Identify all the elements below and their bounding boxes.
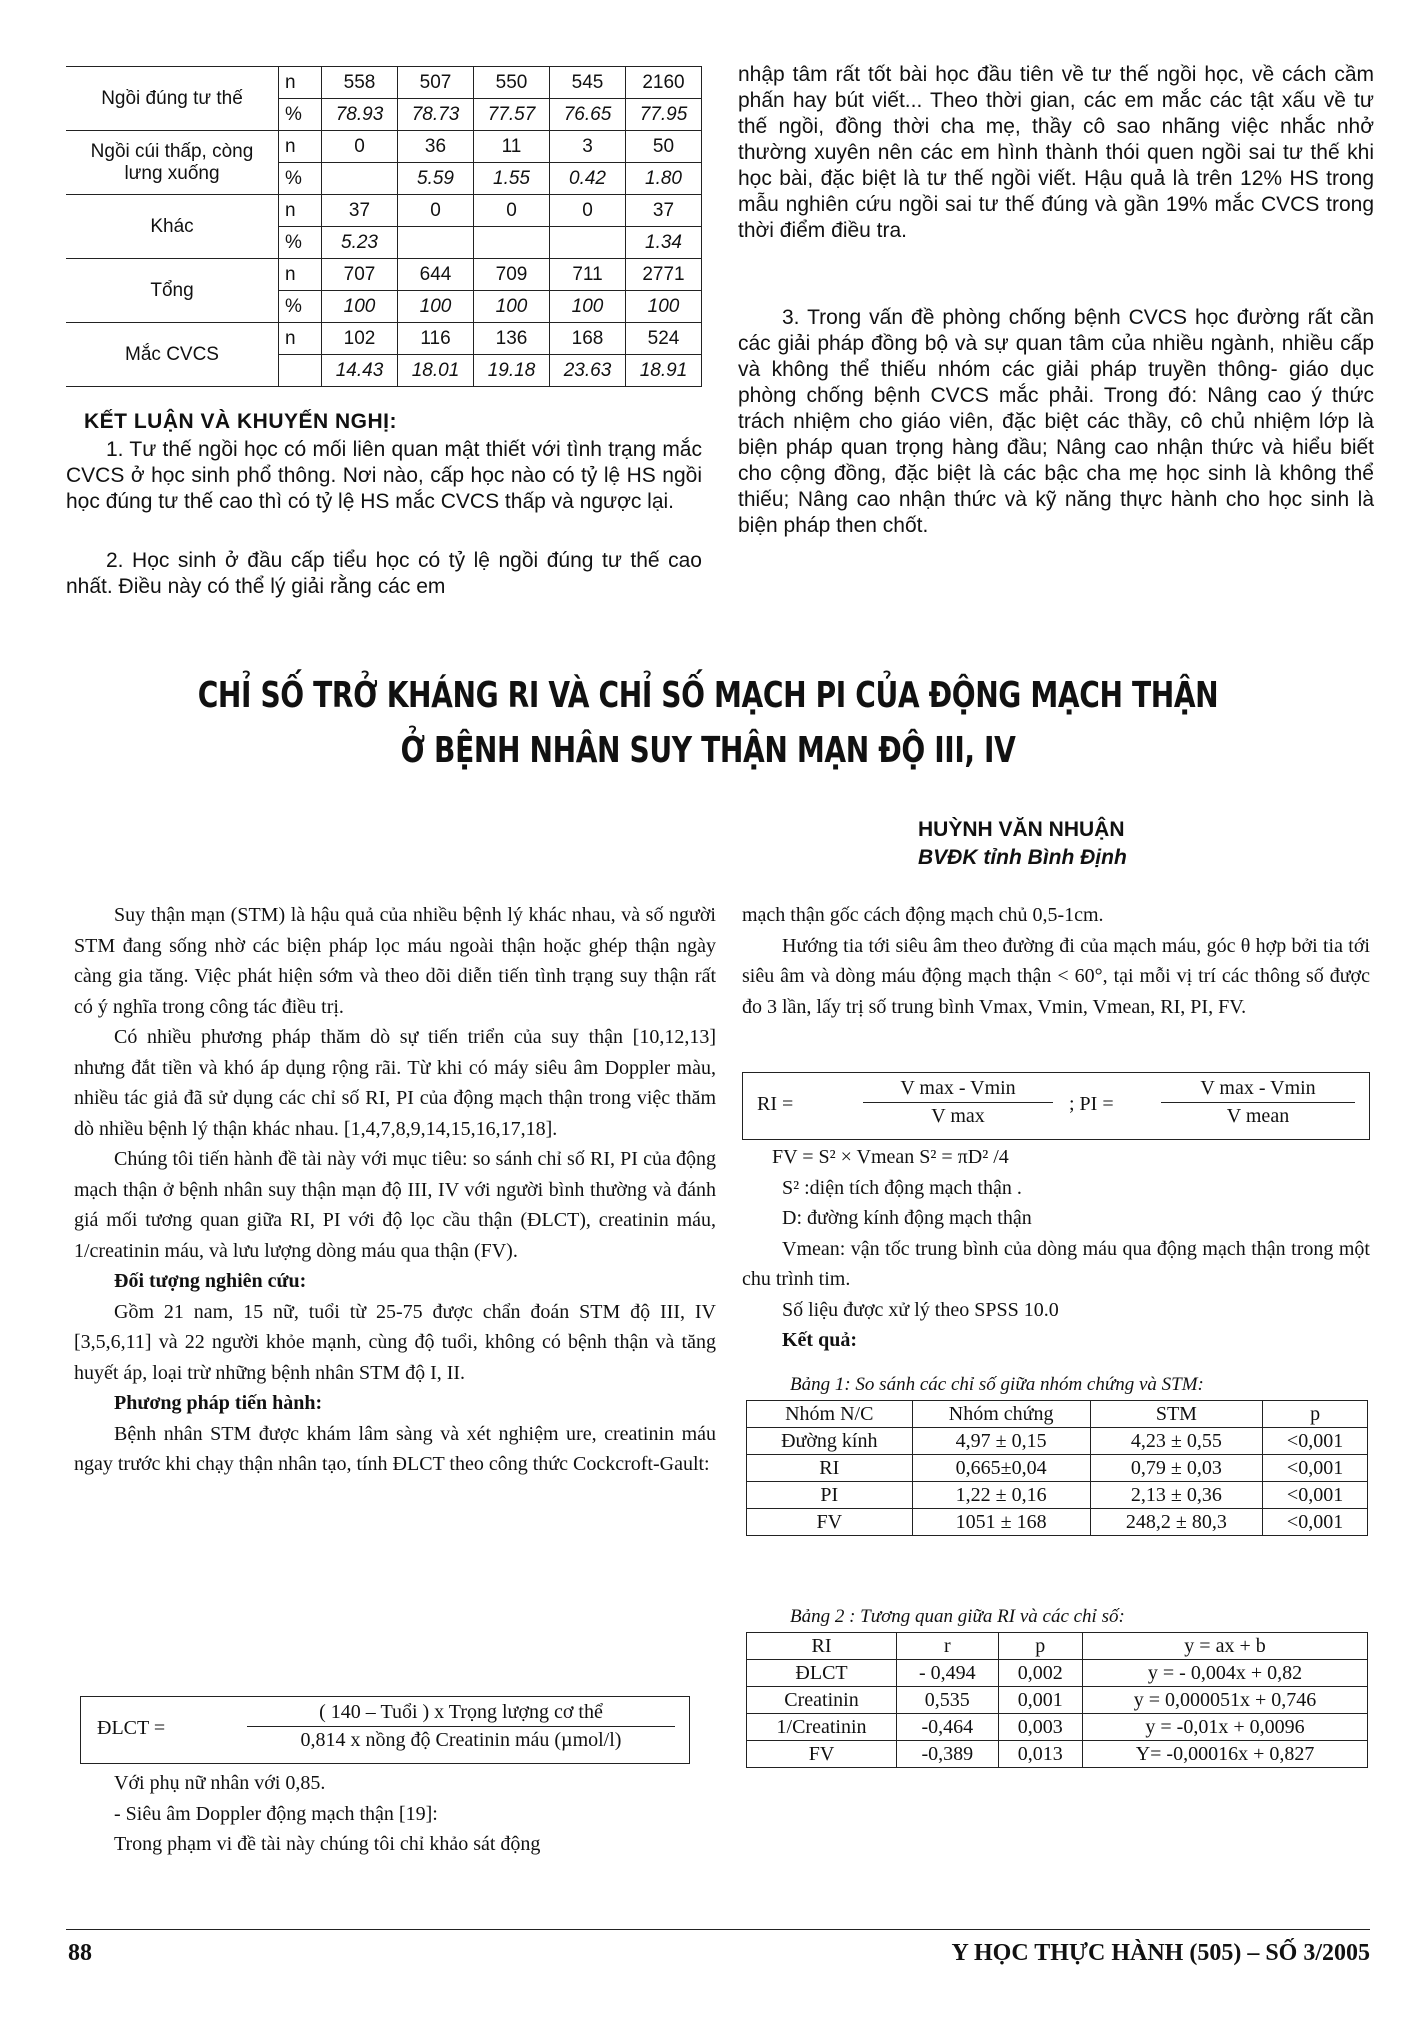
survey-cell-n: 0 bbox=[550, 195, 626, 227]
table1-cell: 0,665±0,04 bbox=[912, 1455, 1090, 1482]
page-number: 88 bbox=[68, 1940, 92, 1966]
survey-cell-n: 709 bbox=[474, 259, 550, 291]
table2-header: RI bbox=[747, 1633, 897, 1660]
table1-cell: <0,001 bbox=[1263, 1428, 1368, 1455]
survey-unit-pct: % bbox=[279, 99, 322, 131]
conclusion-point-2-continued: nhập tâm rất tốt bài học đầu tiên về tư thế ngồi học, về cách cầm phấn hay bút viết... Theo thời gian, các em mắc các tật xấu về tư thế ngồi, đồng thời cha mẹ, thầy cô sao nhãng việc nhắc nhở thường xuyên nên các em hình thành thói quen ngồi sai tư thế khi học bài, đặc biệt là tư thế ngồi viết. Hậu quả là trên 12% HS trong mẫu nghiên cứu ngồi sai tư thế đúng và gần 19% mắc CVCS trong thời điểm điều tra. bbox=[738, 63, 1374, 242]
table1-header: Nhóm N/C bbox=[747, 1401, 913, 1428]
table1-row bbox=[747, 1428, 1368, 1455]
survey-cell-n: 37 bbox=[322, 195, 398, 227]
survey-row bbox=[66, 195, 702, 227]
survey-cell-n: 2160 bbox=[626, 67, 702, 99]
survey-cell-n: 116 bbox=[398, 323, 474, 355]
survey-cell-pct: 100 bbox=[322, 291, 398, 323]
table1-cell: 4,97 ± 0,15 bbox=[912, 1428, 1090, 1455]
survey-cell-pct bbox=[398, 227, 474, 259]
survey-cell-pct: 5.23 bbox=[322, 227, 398, 259]
survey-cell-pct bbox=[322, 163, 398, 195]
survey-cell-n: 545 bbox=[550, 67, 626, 99]
table1-cell: Đường kính bbox=[747, 1428, 913, 1455]
survey-unit-pct: % bbox=[279, 163, 322, 195]
survey-row-label: Ngồi cúi thấp, còng lưng xuống bbox=[66, 131, 279, 195]
dlct-numerator: ( 140 – Tuổi ) x Trọng lượng cơ thể bbox=[247, 1701, 675, 1727]
survey-cell-pct: 18.01 bbox=[398, 355, 474, 387]
beam-paragraph: Hướng tia tới siêu âm theo đường đi của mạch máu, góc θ hợp bởi tia tới siêu âm và dòng máu động mạch thận < 60°, tại mỗi vị trí các thông số được đo 3 lần, lấy trị số trung bình Vmax, Vmin, Vmean, RI, PI, FV. bbox=[742, 934, 1370, 1018]
survey-cell-pct: 1.55 bbox=[474, 163, 550, 195]
survey-unit-n: n bbox=[279, 67, 322, 99]
doppler-heading: - Siêu âm Doppler động mạch thận [19]: bbox=[114, 1802, 438, 1825]
survey-cell-pct: 77.95 bbox=[626, 99, 702, 131]
author-name: HUỲNH VĂN NHUẬN bbox=[918, 818, 1125, 841]
table1-cell: PI bbox=[747, 1482, 913, 1509]
pi-numerator: V max - Vmin bbox=[1161, 1077, 1355, 1103]
results-heading: Kết quả: bbox=[782, 1329, 857, 1351]
table2-cell: ĐLCT bbox=[747, 1660, 897, 1687]
subjects-paragraph: Gồm 21 nam, 15 nữ, tuổi từ 25-75 được chẩn đoán STM độ III, IV [3,5,6,11] và 22 người khỏe mạnh, cùng độ tuổi, không có bệnh thận và tăng huyết áp, loại trừ những bệnh nhân STM độ I, II. bbox=[74, 1300, 716, 1384]
left-column bbox=[74, 900, 716, 1480]
table1-cell: 4,23 ± 0,55 bbox=[1090, 1428, 1262, 1455]
survey-row bbox=[66, 259, 702, 291]
table2-cell: 0,013 bbox=[998, 1741, 1083, 1768]
table2-row bbox=[747, 1687, 1368, 1714]
survey-cell-pct: 5.59 bbox=[398, 163, 474, 195]
table2-cell: 0,535 bbox=[897, 1687, 999, 1714]
table2-header: p bbox=[998, 1633, 1083, 1660]
survey-cell-pct: 78.73 bbox=[398, 99, 474, 131]
method-paragraph: Bệnh nhân STM được khám lâm sàng và xét nghiệm ure, creatinin máu ngay trước khi chạy thận nhân tạo, tính ĐLCT theo công thức Cockcroft-Gault: bbox=[74, 1422, 716, 1475]
s2-definition: S² :diện tích động mạch thận . bbox=[782, 1176, 1022, 1199]
conclusion-point-2: 2. Học sinh ở đầu cấp tiểu học có tỷ lệ ngồi đúng tư thế cao nhất. Điều này có thể lý giải rằng các em bbox=[66, 549, 702, 598]
table2-caption: Bảng 2 : Tương quan giữa RI và các chỉ số: bbox=[790, 1606, 1125, 1627]
ri-numerator: V max - Vmin bbox=[863, 1077, 1053, 1103]
survey-row bbox=[66, 67, 702, 99]
survey-cell-n: 36 bbox=[398, 131, 474, 163]
table2-cell: FV bbox=[747, 1741, 897, 1768]
subjects-heading: Đối tượng nghiên cứu: bbox=[114, 1270, 307, 1292]
survey-table bbox=[66, 66, 702, 387]
survey-cell-pct: 19.18 bbox=[474, 355, 550, 387]
ri-denominator: V max bbox=[931, 1105, 985, 1127]
intro-paragraph-1: Suy thận mạn (STM) là hậu quả của nhiều bệnh lý khác nhau, và số người STM đang sống nhờ các biện pháp lọc máu ngoài thận hoặc ghép thận ngày càng gia tăng. Việc phát hiện sớm và theo dõi diễn tiến tình trạng suy thận rất có ý nghĩa trong công tác điều trị. bbox=[74, 904, 716, 1018]
article-title-line-1: CHỈ SỐ TRỞ KHÁNG RI VÀ CHỈ SỐ MẠCH PI CỦA ĐỘNG MẠCH THẬN bbox=[197, 675, 1219, 716]
dlct-denominator: 0,814 x nồng độ Creatinin máu (µmol/l) bbox=[300, 1729, 622, 1751]
table1-cell: <0,001 bbox=[1263, 1482, 1368, 1509]
survey-cell-n: 102 bbox=[322, 323, 398, 355]
table2-header: r bbox=[897, 1633, 999, 1660]
survey-cell-n: 524 bbox=[626, 323, 702, 355]
survey-cell-n: 11 bbox=[474, 131, 550, 163]
table2-cell: y = -0,01x + 0,0096 bbox=[1083, 1714, 1368, 1741]
survey-cell-n: 711 bbox=[550, 259, 626, 291]
table2-cell: 0,001 bbox=[998, 1687, 1083, 1714]
survey-row-label: Khác bbox=[66, 195, 279, 259]
ri-fraction bbox=[863, 1077, 1053, 1128]
table2-cell: 0,002 bbox=[998, 1660, 1083, 1687]
table1-row bbox=[747, 1509, 1368, 1536]
survey-unit-pct: % bbox=[279, 291, 322, 323]
survey-cell-n: 50 bbox=[626, 131, 702, 163]
survey-row-label: Ngồi đúng tư thế bbox=[66, 67, 279, 131]
table1-cell: 2,13 ± 0,36 bbox=[1090, 1482, 1262, 1509]
survey-unit-pct: % bbox=[279, 227, 322, 259]
table1-cell: FV bbox=[747, 1509, 913, 1536]
table1-cell: RI bbox=[747, 1455, 913, 1482]
survey-cell-n: 136 bbox=[474, 323, 550, 355]
table1-cell: 1051 ± 168 bbox=[912, 1509, 1090, 1536]
conclusion-point-3: 3. Trong vấn đề phòng chống bệnh CVCS học đường rất cần các giải pháp đồng bộ và sự quan tâm của nhiều ngành, nhiều cấp và không thể thiếu nhóm các giải pháp truyền thông- giáo dục phòng chống bệnh CVCS mắc phải. Trong đó: Nâng cao ý thức trách nhiệm cho giáo viên, đặc biệt các thầy, cô chủ nhiệm lớp là biện pháp quan trọng hàng đầu; Nâng cao nhận thức và hiểu biết cho cộng đồng, đặc biệt là các bậc cha mẹ học sinh là không thể thiếu; Nâng cao nhận thức và kỹ năng thực hành cho học sinh là biện pháp then chốt. bbox=[738, 306, 1374, 537]
left-column-tail bbox=[74, 1768, 716, 1860]
table1-cell: <0,001 bbox=[1263, 1455, 1368, 1482]
survey-cell-n: 37 bbox=[626, 195, 702, 227]
table1-header: Nhóm chứng bbox=[912, 1401, 1090, 1428]
intro-paragraph-2: Có nhiều phương pháp thăm dò sự tiến triển của suy thận [10,12,13] nhưng đắt tiền và khó áp dụng rộng rãi. Từ khi có máy siêu âm Doppler màu, nhiều tác giả đã sử dụng các chỉ số RI, PI của động mạch thận trong việc thăm dò nhiều bệnh lý thận khác nhau. [1,4,7,8,9,14,15,16,17,18]. bbox=[74, 1026, 716, 1140]
footer-rule bbox=[66, 1929, 1370, 1930]
survey-row-label: Tổng bbox=[66, 259, 279, 323]
survey-cell-n: 2771 bbox=[626, 259, 702, 291]
survey-cell-n: 558 bbox=[322, 67, 398, 99]
survey-cell-pct: 1.34 bbox=[626, 227, 702, 259]
survey-cell-pct: 100 bbox=[550, 291, 626, 323]
survey-cell-n: 0 bbox=[322, 131, 398, 163]
survey-cell-pct: 23.63 bbox=[550, 355, 626, 387]
table1-cell: <0,001 bbox=[1263, 1509, 1368, 1536]
right-column bbox=[742, 900, 1370, 1022]
pi-denominator: V mean bbox=[1226, 1105, 1290, 1127]
table2-correlation bbox=[746, 1632, 1368, 1768]
conclusion-point-1: 1. Tư thế ngồi học có mối liên quan mật thiết với tình trạng mắc CVCS ở học sinh phổ thông. Nơi nào, cấp học nào có tỷ lệ HS ngồi học đúng tư thế cao thì có tỷ lệ HS mắc CVCS thấp và ngược lại. bbox=[66, 438, 702, 513]
table2-cell: -0,389 bbox=[897, 1741, 999, 1768]
survey-row bbox=[66, 323, 702, 355]
table2-cell: Creatinin bbox=[747, 1687, 897, 1714]
survey-unit-n: n bbox=[279, 259, 322, 291]
table1-comparison bbox=[746, 1400, 1368, 1536]
survey-cell-n: 3 bbox=[550, 131, 626, 163]
survey-cell-pct: 1.80 bbox=[626, 163, 702, 195]
survey-unit-n: n bbox=[279, 323, 322, 355]
survey-cell-pct: 100 bbox=[626, 291, 702, 323]
table2-cell: Y= -0,00016x + 0,827 bbox=[1083, 1741, 1368, 1768]
scope-paragraph: Trong phạm vi đề tài này chúng tôi chỉ khảo sát động bbox=[114, 1833, 541, 1855]
spss-note: Số liệu được xử lý theo SPSS 10.0 bbox=[782, 1298, 1059, 1321]
survey-unit-n: n bbox=[279, 195, 322, 227]
survey-cell-n: 707 bbox=[322, 259, 398, 291]
survey-cell-pct bbox=[550, 227, 626, 259]
scope-continued: mạch thận gốc cách động mạch chủ 0,5-1cm. bbox=[742, 904, 1104, 926]
table2-cell: 1/Creatinin bbox=[747, 1714, 897, 1741]
survey-cell-pct: 77.57 bbox=[474, 99, 550, 131]
table2-row bbox=[747, 1714, 1368, 1741]
intro-paragraph-3: Chúng tôi tiến hành đề tài này với mục tiêu: so sánh chỉ số RI, PI của động mạch thận ở bệnh nhân suy thận mạn độ III, IV với người bình thường và đánh giá mối tương quan giữa RI, PI với độ lọc cầu thận (ĐLCT), creatinin máu, 1/creatinin máu, và lưu lượng dòng máu qua thận (FV). bbox=[74, 1148, 716, 1262]
survey-cell-pct: 100 bbox=[398, 291, 474, 323]
table1-row bbox=[747, 1482, 1368, 1509]
dlct-fraction bbox=[247, 1701, 675, 1752]
survey-unit-pct bbox=[279, 355, 322, 387]
survey-cell-n: 550 bbox=[474, 67, 550, 99]
journal-issue: Y HỌC THỰC HÀNH (505) – SỐ 3/2005 bbox=[951, 1940, 1370, 1966]
table1-cell: 248,2 ± 80,3 bbox=[1090, 1509, 1262, 1536]
table1-cell: 1,22 ± 0,16 bbox=[912, 1482, 1090, 1509]
female-note: Với phụ nữ nhân với 0,85. bbox=[114, 1772, 326, 1794]
method-heading: Phương pháp tiến hành: bbox=[114, 1392, 323, 1414]
survey-cell-pct: 78.93 bbox=[322, 99, 398, 131]
pi-fraction bbox=[1161, 1077, 1355, 1128]
pi-label: ; PI = bbox=[1069, 1093, 1114, 1115]
author-affiliation: BVĐK tỉnh Bình Định bbox=[918, 846, 1127, 869]
right-column-defs bbox=[742, 1142, 1370, 1356]
vmean-definition: Vmean: vận tốc trung bình của dòng máu qua động mạch thận trong một chu trình tim. bbox=[742, 1237, 1370, 1290]
survey-cell-pct: 100 bbox=[474, 291, 550, 323]
ri-pi-formula bbox=[742, 1072, 1370, 1140]
survey-cell-pct: 0.42 bbox=[550, 163, 626, 195]
survey-cell-n: 0 bbox=[474, 195, 550, 227]
table2-cell: y = - 0,004x + 0,82 bbox=[1083, 1660, 1368, 1687]
conclusion-heading: KẾT LUẬN VÀ KHUYẾN NGHỊ: bbox=[84, 410, 398, 433]
ri-label: RI = bbox=[757, 1093, 794, 1115]
survey-cell-n: 0 bbox=[398, 195, 474, 227]
article-title-line-2: Ở BỆNH NHÂN SUY THẬN MẠN ĐỘ III, IV bbox=[400, 730, 1016, 771]
dlct-label: ĐLCT = bbox=[97, 1717, 166, 1739]
d-definition: D: đường kính động mạch thận bbox=[782, 1207, 1032, 1229]
cockcroft-gault-formula bbox=[80, 1696, 690, 1764]
survey-cell-pct: 18.91 bbox=[626, 355, 702, 387]
survey-cell-n: 168 bbox=[550, 323, 626, 355]
survey-cell-n: 644 bbox=[398, 259, 474, 291]
table2-row bbox=[747, 1741, 1368, 1768]
table2-cell: -0,464 bbox=[897, 1714, 999, 1741]
table1-header: p bbox=[1263, 1401, 1368, 1428]
table2-cell: - 0,494 bbox=[897, 1660, 999, 1687]
survey-cell-pct: 14.43 bbox=[322, 355, 398, 387]
survey-cell-n: 507 bbox=[398, 67, 474, 99]
table1-header: STM bbox=[1090, 1401, 1262, 1428]
table1-row bbox=[747, 1455, 1368, 1482]
fv-formula: FV = S² × Vmean S² = πD² /4 bbox=[772, 1146, 1009, 1168]
table2-cell: y = 0,000051x + 0,746 bbox=[1083, 1687, 1368, 1714]
survey-cell-pct bbox=[474, 227, 550, 259]
table2-row bbox=[747, 1660, 1368, 1687]
table1-caption: Bảng 1: So sánh các chỉ số giữa nhóm chứng và STM: bbox=[790, 1374, 1204, 1395]
survey-unit-n: n bbox=[279, 131, 322, 163]
table2-header: y = ax + b bbox=[1083, 1633, 1368, 1660]
survey-cell-pct: 76.65 bbox=[550, 99, 626, 131]
table1-cell: 0,79 ± 0,03 bbox=[1090, 1455, 1262, 1482]
table2-cell: 0,003 bbox=[998, 1714, 1083, 1741]
survey-row-label: Mắc CVCS bbox=[66, 323, 279, 387]
survey-row bbox=[66, 131, 702, 163]
